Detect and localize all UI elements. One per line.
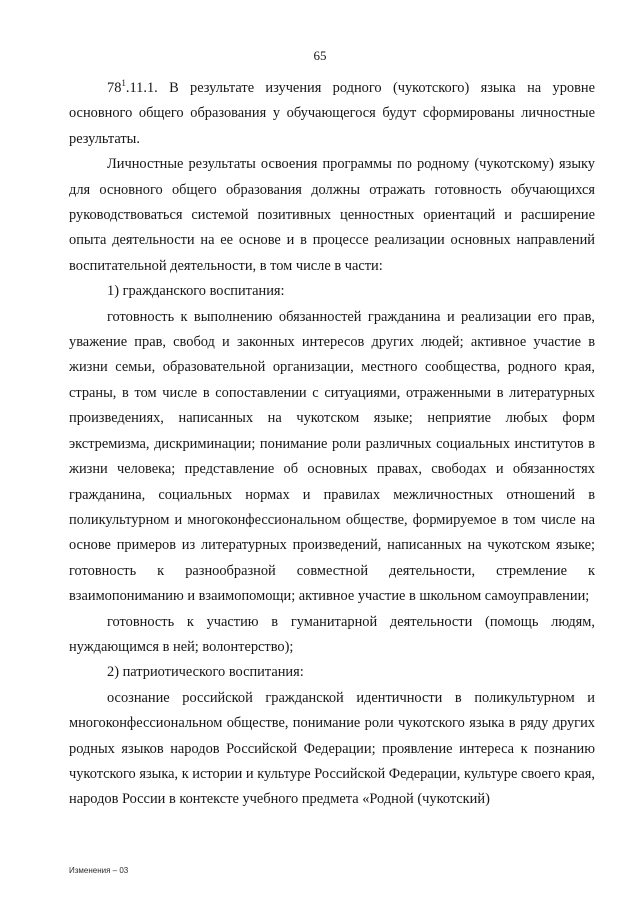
paragraph-russian-identity: осознание российской гражданской идентичности в поликультурном и многоконфессиональном обществе, понимание роли чукотского языка в ряду других родных языков народов Российской Федерации; проявление интереса к познанию чукотского языка, к истории и культуре Российской Федерации, культуре своего края, народов России в контексте учебного предмета «Родной (чукотский) [69, 689, 595, 808]
section-paragraph [69, 76, 595, 152]
paragraph-civic-readiness: готовность к выполнению обязанностей гражданина и реализации его прав, уважение прав, свобод и законных интересов других людей; активное участие в жизни семьи, образовательной организации, местного сообщества, родного края, страны, в том числе в сопоставлении с ситуациями, отраженными в литературных произведениях, написанных на чукотском языке; неприятие любых форм экстремизма, дискриминации; понимание роли различных социальных институтов в жизни человека; представление об основных правах, свободах и обязанностях гражданина, социальных нормах и правилах межличностных отношений в поликультурном и многоконфессиональном обществе, формируемое в том числе на основе примеров из литературных произведений, написанных на чукотском языке; готовность к разнообразной совместной деятельности, стремление к взаимопониманию и взаимопомощи; активное участие в школьном самоуправлении; [69, 308, 595, 605]
heading-civic-education: 1) гражданского воспитания: [107, 283, 285, 300]
page-number: 65 [313, 48, 327, 63]
section-text: В результате изучения родного (чукотского) языка на уровне основного общего образования у обучающегося будут сформированы личностные результаты. [69, 80, 595, 147]
section-number: $78^1.11.1$. [107, 78, 158, 96]
document-body [69, 76, 595, 813]
footer-revision: Изменения – 03 [69, 866, 129, 875]
paragraph-personal-results: Личностные результаты освоения программы по родному (чукотскому) языку для основного общего образования должны отражать готовность обучающихся руководствоваться системой позитивных ценностных ориентаций и расширение опыта деятельности на ее основе и в процессе реализации основных направлений воспитательной деятельности, в том числе в части: [69, 156, 595, 274]
paragraph-humanitarian-activity: готовность к участию в гуманитарной деятельности (помощь людям, нуждающимся в ней; волонтерство); [69, 613, 595, 655]
heading-patriotic-education: 2) патриотического воспитания: [107, 664, 304, 681]
